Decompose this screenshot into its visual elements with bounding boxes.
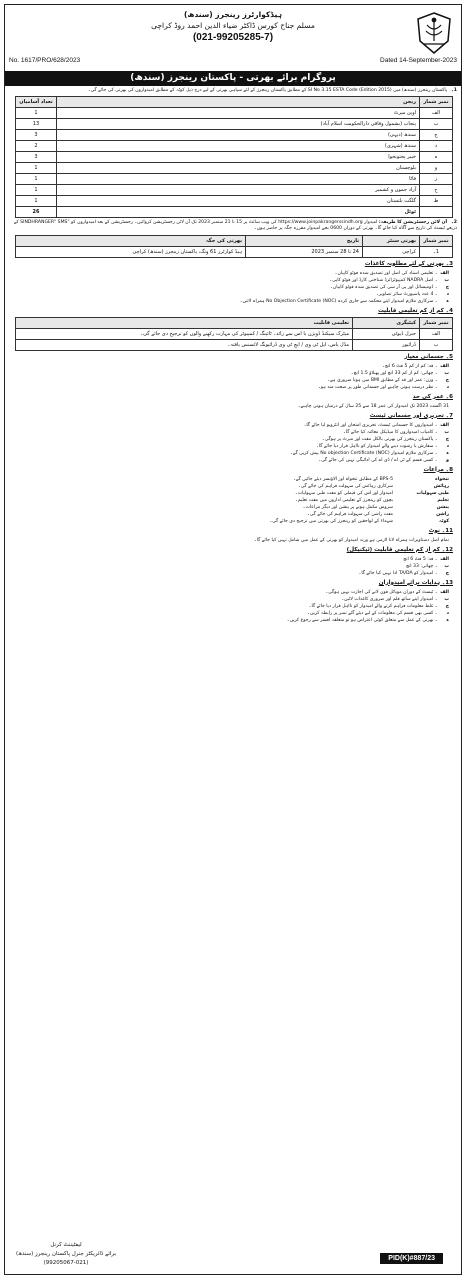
section-8-title: 8۔ مراعات <box>423 466 453 473</box>
table-cell: 1 <box>16 108 57 119</box>
table-cell: 1 <box>16 163 57 174</box>
quota-table <box>15 96 453 218</box>
table-cell: ب <box>420 339 453 350</box>
benefit-text: امیدوار اور اس کی فیملی کو مفت طبی سہولیات۔ <box>295 490 393 496</box>
benefit-text: سروس مکمل ہونے پر پنشن اور دیگر مراعات۔ <box>302 504 393 510</box>
table-row <box>16 130 453 141</box>
section-11-text: تمام اصل دستاویزات ہمراہ لانا لازمی ہے ورنہ امیدوار کو بھرتی کے عمل میں شامل نہیں کیا جائے گا۔ <box>254 537 449 543</box>
list-text: ڈومیسائل اور پی آر سی کی تصدیق شدہ فوٹو کاپیاں۔ <box>330 284 434 290</box>
list-marker: د <box>446 610 449 616</box>
benefit-text: مفت راشن کی سہولت فراہم کی جائے گی۔ <box>307 511 393 517</box>
table-cell: 1 <box>16 174 57 185</box>
list-marker: ج <box>445 570 449 576</box>
table-header: تعلیمی قابلیت <box>16 317 353 328</box>
list-item: ب ۔ چھاتی: کم از کم 33 انچ اور پھیلاؤ 1.5 انچ۔ <box>350 370 449 376</box>
list-item: و ۔ کسی قسم کے ٹی اے / ڈی اے کی ادائیگی نہیں کی جائے گی۔ <box>318 457 449 463</box>
section-6-text: 31 اگست 2023 تک امیدوار کی عمر 18 سے 25 سال کے درمیان ہونی چاہیے۔ <box>297 403 449 409</box>
list-marker: ب <box>444 596 449 602</box>
list-marker: ج <box>445 284 449 290</box>
table-cell: الف <box>420 328 453 339</box>
table-header: بھرتی سنٹر <box>363 235 420 246</box>
table-cell: 24 تا 28 ستمبر 2023 <box>246 246 363 257</box>
list-marker: ج <box>445 603 449 609</box>
table-header: نمبر شمار <box>420 235 453 246</box>
signatory-phone: (99205067-021) <box>43 1260 89 1266</box>
total-count: 26 <box>16 207 57 218</box>
list-marker: الف <box>440 556 449 562</box>
table-cell: 3 <box>16 130 57 141</box>
org-phone: (021-99205285-7) <box>192 32 274 43</box>
section-13-title: 13۔ ہدایات برائے امیدواران <box>378 579 453 586</box>
list-item: ب ۔ امیدوار اپنے ساتھ قلم اور ضروری کاغذات لائیں۔ <box>341 596 449 602</box>
education-table <box>15 317 453 351</box>
list-marker: ج <box>445 436 449 442</box>
section-8-list <box>5 476 461 525</box>
section-12-list <box>5 556 461 577</box>
section-13-list <box>5 589 461 624</box>
section-5-list <box>5 363 461 391</box>
education-table-body <box>16 328 453 350</box>
list-marker: د <box>446 443 449 449</box>
list-item: الف ۔ ٹیسٹ کے دوران موبائل فون لانے کی اجازت نہیں ہوگی۔ <box>325 589 449 595</box>
section-2 <box>5 220 461 232</box>
table-header: بھرتی کی جگہ <box>16 235 246 246</box>
table-cell: سندھ (شہری) <box>57 141 420 152</box>
table-cell: بلوچستان <box>57 163 420 174</box>
signature-block <box>11 1241 121 1268</box>
benefit-label: تعلیم <box>437 497 449 503</box>
section-text: امیدوار https://www.joinpakrangerssindh.org کی ویب سائٹ پر 15 تا 21 ستمبر 2023 تک آن لائن رجسٹریشن کروائیں۔ رجسٹریشن کے بعد امیدواروں کو "SINDHRANGER" SMS کے ذریعے ٹیسٹ کی تاریخ سے آگاہ کیا جائے گا۔ بھرتی کے دوران 0600 بجے امیدوار مقررہ جگہ پر حاضر ہوں۔ <box>13 220 457 232</box>
list-text: 4 عدد پاسپورٹ سائز تصاویر۔ <box>376 291 434 297</box>
org-name: ہیڈکوارٹرز رینجرز (سندھ) <box>183 10 282 19</box>
list-item: ج ۔ امیدوار کو TA/DA ادا نہیں کیا جائے گا۔ <box>358 570 449 576</box>
list-marker: الف <box>440 422 449 428</box>
list-marker: ہ <box>446 450 449 456</box>
list-text: ٹیسٹ کے دوران موبائل فون لانے کی اجازت نہیں ہوگی۔ <box>325 589 434 595</box>
table-row <box>16 141 453 152</box>
table-cell: مڈل پاس، ایل ٹی وی / ایچ ٹی وی ڈرائیونگ لائسنس یافتہ۔ <box>16 339 353 350</box>
list-text: سرکاری ملازم امیدوار اپنے محکمہ سے جاری کردہ No Objection Certificate (NOC) ہمراہ لائیں۔ <box>239 298 434 304</box>
list-text: سرکاری ملازم امیدوار No objection Certificate (NOC) پیش کریں گے۔ <box>290 450 434 456</box>
table-cell: ہیڈ کوارٹرز 61 ونگ، پاکستان رینجرز (سندھ) کراچی <box>16 246 246 257</box>
signatory-rank: لیفٹیننٹ کرنل <box>50 1242 82 1248</box>
list-item: الف ۔ تعلیمی اسناد کی اصل اور تصدیق شدہ فوٹو کاپیاں۔ <box>334 270 449 276</box>
table-cell: پنجاب (بشمول وفاقی دارالحکومت اسلام آباد) <box>57 119 420 130</box>
table-cell: ط <box>420 196 453 207</box>
table-cell: گلگت بلتستان <box>57 196 420 207</box>
table-row <box>16 108 453 119</box>
benefit-text: شہداء کے لواحقین کو رینجرز کی بھرتی میں ترجیح دی جائے گی۔ <box>269 518 393 524</box>
table-cell: آزاد جموں و کشمیر <box>57 185 420 196</box>
list-item <box>5 511 461 518</box>
list-marker: ب <box>444 563 449 569</box>
list-item <box>5 476 461 483</box>
table-row <box>16 196 453 207</box>
list-marker: و <box>446 457 449 463</box>
list-text: کامیاب امیدواروں کا میڈیکل معائنہ کیا جائے گا۔ <box>343 429 434 435</box>
table-cell: فاٹا <box>57 174 420 185</box>
list-item <box>5 483 461 490</box>
table-cell: ڈرائیور <box>353 339 420 350</box>
list-marker: ج <box>445 377 449 383</box>
list-item <box>5 504 461 511</box>
benefit-text: سرکاری رہائش کی سہولت فراہم کی جائے گی۔ <box>298 483 393 489</box>
section-5-title: 5۔ جسمانی معیار <box>404 353 453 360</box>
section-number: 2۔ <box>451 220 457 226</box>
list-item: الف ۔ قد: 5 فٹ 6 انچ <box>403 556 449 562</box>
table-header: تاریخ <box>246 235 363 246</box>
list-marker: ہ <box>446 298 449 304</box>
list-text: تعلیمی اسناد کی اصل اور تصدیق شدہ فوٹو کاپیاں۔ <box>334 270 434 276</box>
table-cell: ح <box>420 185 453 196</box>
list-item: ج ۔ وزن: عمر اور قد کے مطابق BMI میں ہونا ضروری ہے۔ <box>327 377 449 383</box>
table-cell: ب <box>420 119 453 130</box>
table-header: تعداد آسامیاں <box>16 97 57 108</box>
table-row <box>16 119 453 130</box>
table-header: نمبر شمار <box>420 97 453 108</box>
section-3-list <box>5 270 461 305</box>
table-cell: 3 <box>16 152 57 163</box>
section-3-title: 3۔ بھرتی کے لئے مطلوبہ کاغذات <box>364 260 453 267</box>
benefit-label: کوٹہ <box>439 518 449 524</box>
intro-text: پاکستان رینجرز (سندھ) میں SI No 3.15 ESTA Code (Edition 2015) کے مطابق پاکستان رینجرز کے لئے سپاہی بھرتی کے لیے درج ذیل کوٹہ کے مطابق امیدواروں کی بھرتی کی جائے گی۔ <box>87 88 448 93</box>
list-marker: ہ <box>446 617 449 623</box>
table-row <box>16 328 453 339</box>
signatory-title: برائے ڈائریکٹر جنرل پاکستان رینجرز (سندھ) <box>16 1251 116 1257</box>
list-marker: ب <box>444 370 449 376</box>
venue-table <box>15 235 453 258</box>
table-row <box>16 246 453 257</box>
table-header-row <box>16 97 453 108</box>
total-label: ٹوٹل <box>57 207 420 218</box>
table-cell: خیبر پختونخوا <box>57 152 420 163</box>
table-header: کیٹیگری <box>353 317 420 328</box>
advertisement-page <box>4 4 462 1275</box>
list-marker: الف <box>440 270 449 276</box>
table-cell: 2 <box>16 141 57 152</box>
table-cell: اوپن میرٹ <box>57 108 420 119</box>
list-text: چھاتی: 33 انچ <box>406 563 434 569</box>
section-7-list <box>5 422 461 464</box>
table-cell: ز <box>420 174 453 185</box>
table-cell: 13 <box>16 119 57 130</box>
list-text: وزن: عمر اور قد کے مطابق BMI میں ہونا ضروری ہے۔ <box>327 377 434 383</box>
list-item: د ۔ سفارش یا رشوت دینے والے امیدوار کو نااہل قرار دیا جائے گا۔ <box>316 443 449 449</box>
list-item: ب ۔ اصل NADRA کمپیوٹرائزڈ شناختی کارڈ اور فوٹو کاپی۔ <box>329 277 449 283</box>
table-cell: کراچی <box>363 246 420 257</box>
quota-table-body <box>16 108 453 218</box>
list-text: غلط معلومات فراہم کرنے والے امیدوار کو نااہل قرار دیا جائے گا۔ <box>308 603 434 609</box>
table-header: نمبر شمار <box>420 317 453 328</box>
list-item: ب ۔ چھاتی: 33 انچ <box>406 563 449 569</box>
table-cell <box>420 207 453 218</box>
list-text: چھاتی: کم از کم 33 انچ اور پھیلاؤ 1.5 انچ۔ <box>350 370 434 376</box>
list-item <box>5 490 461 497</box>
table-header-row <box>16 235 453 246</box>
list-item: د ۔ 4 عدد پاسپورٹ سائز تصاویر۔ <box>376 291 449 297</box>
table-cell: ج <box>420 130 453 141</box>
table-header-row <box>16 317 453 328</box>
org-address: مسلم جناح کورس ڈاکٹر ضیاء الدین احمد روڈ کراچی <box>151 21 315 30</box>
date-line: Dated 14-September-2023 <box>380 57 457 64</box>
table-cell: ہ <box>420 152 453 163</box>
list-item: الف ۔ امیدواروں کا جسمانی ٹیسٹ، تحریری امتحان اور انٹرویو لیا جائے گا۔ <box>303 422 449 428</box>
table-row <box>16 174 453 185</box>
intro-paragraph <box>5 88 461 94</box>
list-item: ج ۔ غلط معلومات فراہم کرنے والے امیدوار کو نااہل قرار دیا جائے گا۔ <box>308 603 449 609</box>
table-cell: الف <box>420 108 453 119</box>
table-row <box>16 185 453 196</box>
list-marker: د <box>446 384 449 390</box>
rangers-emblem-icon <box>415 11 453 55</box>
list-text: قد: 5 فٹ 6 انچ <box>403 556 434 562</box>
section-number: 1۔ <box>451 88 457 93</box>
table-cell: 1 <box>16 185 57 196</box>
section-4-title: 4۔ کم از کم تعلیمی قابلیت <box>378 307 453 314</box>
section-6-title: 6۔ عمر کی حد <box>412 393 453 400</box>
list-item: الف ۔ قد: کم از کم 5 فٹ 6 انچ۔ <box>382 363 449 369</box>
list-text: امیدواروں کا جسمانی ٹیسٹ، تحریری امتحان اور انٹرویو لیا جائے گا۔ <box>303 422 434 428</box>
letterhead <box>5 5 461 69</box>
section-7-title: 7۔ تحریری اور جسمانی ٹیسٹ <box>369 412 453 419</box>
table-row <box>16 152 453 163</box>
table-cell: سندھ (دیہی) <box>57 130 420 141</box>
list-marker: الف <box>440 589 449 595</box>
list-marker: ب <box>444 429 449 435</box>
benefit-text: بچوں کو رینجرز کے تعلیمی اداروں میں مفت تعلیم۔ <box>295 497 393 503</box>
list-marker: د <box>446 291 449 297</box>
list-text: کسی قسم کے ٹی اے / ڈی اے کی ادائیگی نہیں کی جائے گی۔ <box>318 457 434 463</box>
table-cell: 1۔ <box>420 246 453 257</box>
benefit-text: BPS-5 کے مطابق تنخواہ اور الاؤنسز دیئے جائیں گے۔ <box>293 476 393 482</box>
title-banner: پروگرام برائے بھرتی - پاکستان رینجرز (سندھ) <box>5 71 461 86</box>
list-text: پاکستان رینجرز کی بھرتی بالکل مفت اور میرٹ پر ہوگی۔ <box>322 436 434 442</box>
pid-badge: PID(K)#887/23 <box>380 1253 443 1264</box>
table-row <box>16 339 453 350</box>
list-item: ب ۔ کامیاب امیدواروں کا میڈیکل معائنہ کیا جائے گا۔ <box>343 429 449 435</box>
table-cell: جنرل ڈیوٹی <box>353 328 420 339</box>
list-item: د ۔ کسی بھی قسم کی معلومات کے لیے دیئے گئے نمبر پر رابطہ کریں۔ <box>307 610 449 616</box>
list-text: کسی بھی قسم کی معلومات کے لیے دیئے گئے نمبر پر رابطہ کریں۔ <box>307 610 434 616</box>
benefit-label: طبی سہولیات <box>416 490 449 496</box>
table-total-row <box>16 207 453 218</box>
table-cell: میٹرک سیکنڈ ڈویژن یا اس سے زائد۔ ٹائپنگ / کمپیوٹر کی مہارت رکھنے والوں کو ترجیح دی جائے گی۔ <box>16 328 353 339</box>
list-item: ج ۔ ڈومیسائل اور پی آر سی کی تصدیق شدہ فوٹو کاپیاں۔ <box>330 284 449 290</box>
section-12-title: 12۔ کم از کم تعلیمی قابلیت (ٹیکنیکل) <box>346 546 453 553</box>
table-cell: 1 <box>16 196 57 207</box>
list-text: سفارش یا رشوت دینے والے امیدوار کو نااہل قرار دیا جائے گا۔ <box>316 443 434 449</box>
list-text: اصل NADRA کمپیوٹرائزڈ شناختی کارڈ اور فوٹو کاپی۔ <box>329 277 434 283</box>
table-cell: د <box>420 141 453 152</box>
list-item: ہ ۔ سرکاری ملازم امیدوار اپنے محکمہ سے جاری کردہ No Objection Certificate (NOC) ہمراہ لائیں۔ <box>239 298 449 304</box>
table-row <box>16 163 453 174</box>
list-item: ج ۔ پاکستان رینجرز کی بھرتی بالکل مفت اور میرٹ پر ہوگی۔ <box>322 436 449 442</box>
section-title: آن لائن رجسٹریشن کا طریقہ: <box>378 220 448 226</box>
list-text: نظر درست ہونی چاہیے اور جسمانی طور پر صحت مند ہو۔ <box>318 384 434 390</box>
table-cell: و <box>420 163 453 174</box>
list-item <box>5 497 461 504</box>
list-text: امیدوار کو TA/DA ادا نہیں کیا جائے گا۔ <box>358 570 434 576</box>
benefit-label: راشن <box>436 511 449 517</box>
list-item <box>5 518 461 525</box>
list-text: قد: کم از کم 5 فٹ 6 انچ۔ <box>382 363 434 369</box>
benefit-label: پنشن <box>436 504 449 510</box>
list-marker: الف <box>440 363 449 369</box>
list-item: ہ ۔ سرکاری ملازم امیدوار No objection Certificate (NOC) پیش کریں گے۔ <box>290 450 449 456</box>
benefit-label: رہائش <box>433 483 449 489</box>
list-item: ہ ۔ بھرتی کے عمل سے متعلق کوئی اعتراض ہو تو متعلقہ افسر سے رجوع کریں۔ <box>286 617 449 623</box>
list-item: د ۔ نظر درست ہونی چاہیے اور جسمانی طور پر صحت مند ہو۔ <box>318 384 449 390</box>
list-text: امیدوار اپنے ساتھ قلم اور ضروری کاغذات لائیں۔ <box>341 596 434 602</box>
list-text: بھرتی کے عمل سے متعلق کوئی اعتراض ہو تو متعلقہ افسر سے رجوع کریں۔ <box>286 617 434 623</box>
table-header: ریجن <box>57 97 420 108</box>
reference-number: No. 1617/PRO/628/2023 <box>9 57 81 64</box>
list-marker: ب <box>444 277 449 283</box>
benefit-label: تنخواہ <box>434 476 449 482</box>
section-11-title: 11۔ نوٹ <box>428 527 453 534</box>
